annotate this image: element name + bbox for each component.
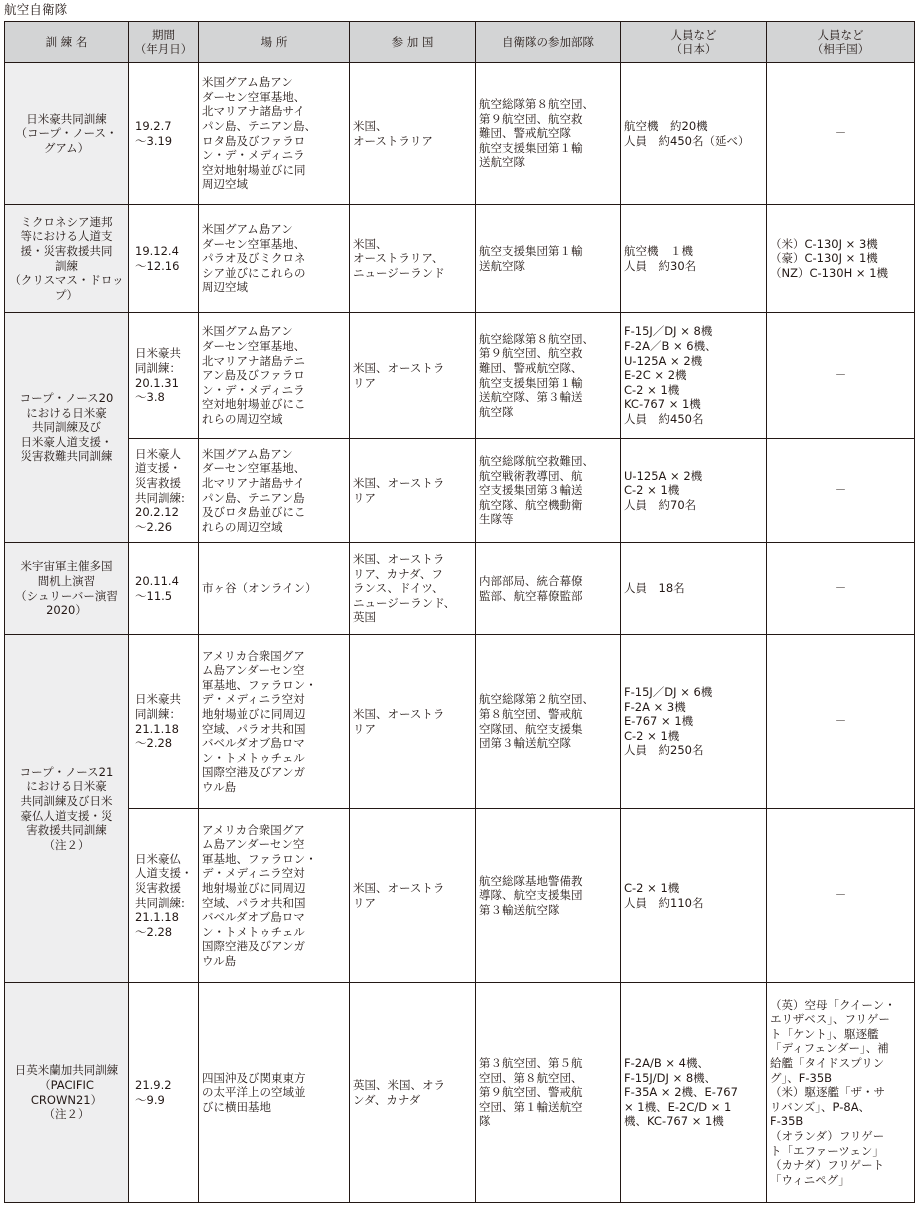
table-row <box>5 439 915 543</box>
exercise-period: 日米豪共 同訓練： 20.1.31 ～3.8 <box>129 313 199 439</box>
exercise-units: 航空総隊航空救難団、 航空戦術教導団、航 空支援集団第３輸送 航空隊、航空機動衛 生隊等 <box>476 439 621 543</box>
exercise-location: アメリカ合衆国グア ム島アンダーセン空 軍基地、ファラロン・ デ・メディニラ空対 地射場並びに同周辺 空域、パラオ共和国 バベルダオブ島ロマ ン・トメトゥチェル 国際空港及びアンガ ウル島 <box>199 635 350 809</box>
personnel-partner: － <box>767 543 915 635</box>
exercise-countries: 米国、 オーストラリア、 ニュージーランド <box>350 205 476 313</box>
exercise-units: 航空支援集団第１輸 送航空隊 <box>476 205 621 313</box>
exercise-period: 19.2.7 ～3.19 <box>129 63 199 205</box>
header-period: 期間 （年月日） <box>129 22 199 63</box>
table-row <box>5 313 915 439</box>
personnel-japan: 人員 18名 <box>621 543 767 635</box>
exercise-location: 市ヶ谷（オンライン） <box>199 543 350 635</box>
exercise-countries: 米国、 オーストラリア <box>350 63 476 205</box>
header-row <box>5 22 915 63</box>
exercise-countries: 米国、オーストラ リア <box>350 313 476 439</box>
exercise-countries: 米国、オーストラ リア <box>350 809 476 983</box>
header-countries: 参 加 国 <box>350 22 476 63</box>
exercise-table <box>4 21 915 1203</box>
table-row <box>5 983 915 1203</box>
personnel-partner: － <box>767 63 915 205</box>
exercise-units: 航空総隊基地警備教 導隊、航空支援集団 第３輸送航空隊 <box>476 809 621 983</box>
personnel-japan: C-2 × 1機 人員 約110名 <box>621 809 767 983</box>
header-sdf-units: 自衛隊の参加部隊 <box>476 22 621 63</box>
exercise-countries: 米国、オーストラ リア、カナダ、フ ランス、ドイツ、 ニュージーランド、 英国 <box>350 543 476 635</box>
exercise-location: アメリカ合衆国グア ム島アンダーセン空 軍基地、ファラロン・ デ・メディニラ空対 地射場並びに同周辺 空域、パラオ共和国 バベルダオブ島ロマ ン・トメトゥチェル 国際空港及びアンガ ウル島 <box>199 809 350 983</box>
exercise-units: 航空総隊第２航空団、 第８航空団、警戒航 空隊団、航空支援集 団第３輸送航空隊 <box>476 635 621 809</box>
exercise-location: 米国グアム島アン ダーセン空軍基地、 北マリアナ諸島サイ パン島、テニアン島、 ロタ島及びファラロ ン・デ・メディニラ 空対地射場並びに同 周辺空域 <box>199 63 350 205</box>
exercise-period: 19.12.4 ～12.16 <box>129 205 199 313</box>
personnel-japan: F-15J／DJ × 6機 F-2A × 3機 E-767 × 1機 C-2 × 1機 人員 約250名 <box>621 635 767 809</box>
exercise-countries: 英国、米国、オラ ンダ、カナダ <box>350 983 476 1203</box>
exercise-countries: 米国、オーストラ リア <box>350 439 476 543</box>
table-row <box>5 635 915 809</box>
header-personnel-japan: 人員など （日本） <box>621 22 767 63</box>
personnel-partner: － <box>767 809 915 983</box>
header-location: 場 所 <box>199 22 350 63</box>
table-row <box>5 809 915 983</box>
exercise-name: コープ・ノース21 における日米豪 共同訓練及び日米 豪仏人道支援・災 害救援共同訓練 （注２） <box>5 635 129 983</box>
table-row <box>5 543 915 635</box>
personnel-partner: （米）C-130J × 3機 （豪）C-130J × 1機 （NZ）C-130H × 1機 <box>767 205 915 313</box>
personnel-japan: 航空機 １機 人員 約30名 <box>621 205 767 313</box>
personnel-partner: － <box>767 635 915 809</box>
exercise-name: ミクロネシア連邦 等における人道支 援・災害救援共同 訓練 （クリスマス・ドロップ） <box>5 205 129 313</box>
header-exercise-name: 訓 練 名 <box>5 22 129 63</box>
personnel-partner: － <box>767 439 915 543</box>
exercise-location: 米国グアム島アン ダーセン空軍基地、 北マリアナ諸島テニ アン島及びファラロ ン・デ・メディニラ 空対地射場並びにこ れらの周辺空域 <box>199 313 350 439</box>
exercise-units: 内部部局、統合幕僚 監部、航空幕僚監部 <box>476 543 621 635</box>
exercise-location: 四国沖及び関東東方 の太平洋上の空域並 びに横田基地 <box>199 983 350 1203</box>
personnel-japan: F-15J／DJ × 8機 F-2A／B × 6機、 U-125A × 2機 E-2C × 2機 C-2 × 1機 KC-767 × 1機 人員 約450名 <box>621 313 767 439</box>
exercise-countries: 米国、オーストラ リア <box>350 635 476 809</box>
exercise-period: 20.11.4 ～11.5 <box>129 543 199 635</box>
exercise-period: 日米豪仏 人道支援・ 災害救援 共同訓練: 21.1.18 ～2.28 <box>129 809 199 983</box>
personnel-partner: － <box>767 313 915 439</box>
exercise-name: コープ・ノース20 における日米豪 共同訓練及び 日米豪人道支援・ 災害救難共同訓練 <box>5 313 129 543</box>
section-caption: 航空自衛隊 <box>4 2 68 17</box>
table-row <box>5 63 915 205</box>
personnel-japan: F-2A/B × 4機、 F-15J/DJ × 8機、 F-35A × 2機、E-767 × 1機、E-2C/D × 1 機、KC-767 × 1機 <box>621 983 767 1203</box>
exercise-units: 第３航空団、第５航 空団、第８航空団、 第９航空団、警戒航 空団、第１輸送航空 隊 <box>476 983 621 1203</box>
personnel-japan: 航空機 約20機 人員 約450名（延べ） <box>621 63 767 205</box>
exercise-name: 米宇宙軍主催多国 間机上演習 （シュリーバー演習 2020） <box>5 543 129 635</box>
personnel-japan: U-125A × 2機 C-2 × 1機 人員 約70名 <box>621 439 767 543</box>
exercise-units: 航空総隊第８航空団、 第９航空団、航空救 難団、警戒航空隊 航空支援集団第１輸 送航空隊 <box>476 63 621 205</box>
exercise-location: 米国グアム島アン ダーセン空軍基地、 北マリアナ諸島サイ パン島、テニアン島 及びロタ島並びにこ れらの周辺空域 <box>199 439 350 543</box>
exercise-period: 21.9.2 ～9.9 <box>129 983 199 1203</box>
header-personnel-partner: 人員など （相手国） <box>767 22 915 63</box>
exercise-period: 日米豪共 同訓練： 21.1.18 ～2.28 <box>129 635 199 809</box>
exercise-location: 米国グアム島アン ダーセン空軍基地、 パラオ及びミクロネ シア並びにこれらの 周辺空域 <box>199 205 350 313</box>
personnel-partner: （英）空母「クイーン・ エリザベス」、フリゲー ト「ケント」、駆逐艦 「ディフェンダー」、補 給艦「タイドスプリン グ」、F-35B （米）駆逐艦「ザ・サ リバンズ」、P-8A、 F-35B （オランダ）フリゲー ト「エファーツェン」 （カナダ）フリゲート 「ウィニペグ」 <box>767 983 915 1203</box>
exercise-name: 日英米蘭加共同訓練 （PACIFIC CROWN21） （注２） <box>5 983 129 1203</box>
table-row <box>5 205 915 313</box>
exercise-name: 日米豪共同訓練 （コープ・ノース・ グアム） <box>5 63 129 205</box>
exercise-period: 日米豪人 道支援・ 災害救援 共同訓練: 20.2.12 ～2.26 <box>129 439 199 543</box>
exercise-units: 航空総隊第８航空団、 第９航空団、航空救 難団、警戒航空隊、 航空支援集団第１輸 送航空隊、第３輸送 航空隊 <box>476 313 621 439</box>
